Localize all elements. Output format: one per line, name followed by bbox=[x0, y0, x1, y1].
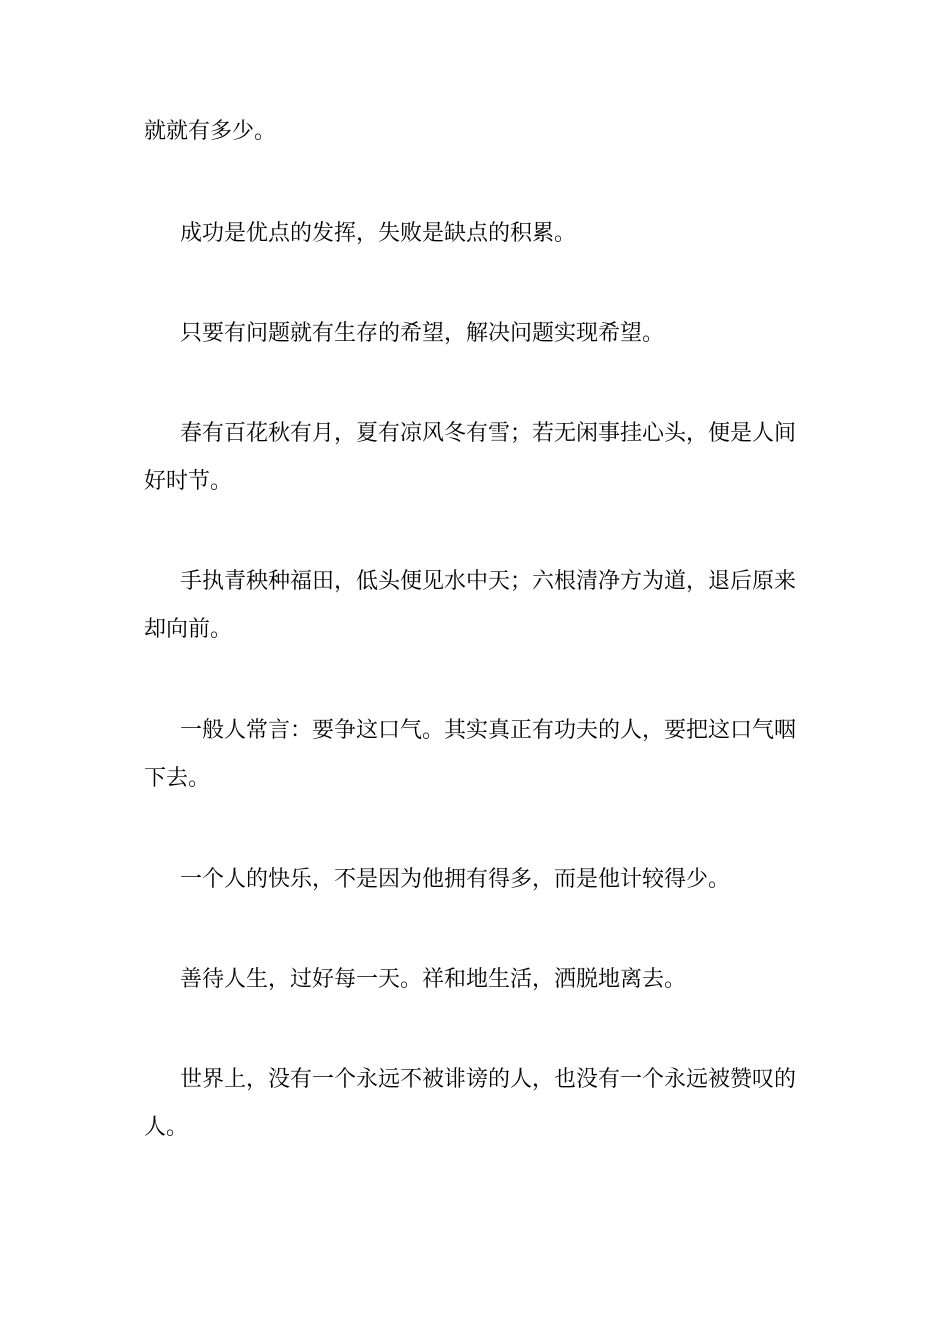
paragraph-rice-seedlings: 手执青秧种福田，低头便见水中天；六根清净方为道，退后原来却向前。 bbox=[144, 569, 797, 642]
paragraph-happiness: 一个人的快乐，不是因为他拥有得多，而是他计较得少。 bbox=[180, 867, 731, 892]
paragraph-seasons: 春有百花秋有月，夏有凉风冬有雪；若无闲事挂心头，便是人间好时节。 bbox=[144, 421, 797, 494]
paragraph-success-failure: 成功是优点的发挥，失败是缺点的积累。 bbox=[180, 221, 577, 246]
paragraph-swallow-breath: 一般人常言：要争这口气。其实真正有功夫的人，要把这口气咽下去。 bbox=[144, 718, 797, 791]
paragraph-treat-life: 善待人生，过好每一天。祥和地生活，洒脱地离去。 bbox=[180, 967, 687, 992]
paragraph-world-praise: 世界上，没有一个永远不被诽谤的人，也没有一个永远被赞叹的人。 bbox=[144, 1067, 797, 1140]
paragraph-problems-hope: 只要有问题就有生存的希望，解决问题实现希望。 bbox=[180, 321, 665, 346]
paragraph-continuation: 就就有多少。 bbox=[144, 119, 277, 144]
